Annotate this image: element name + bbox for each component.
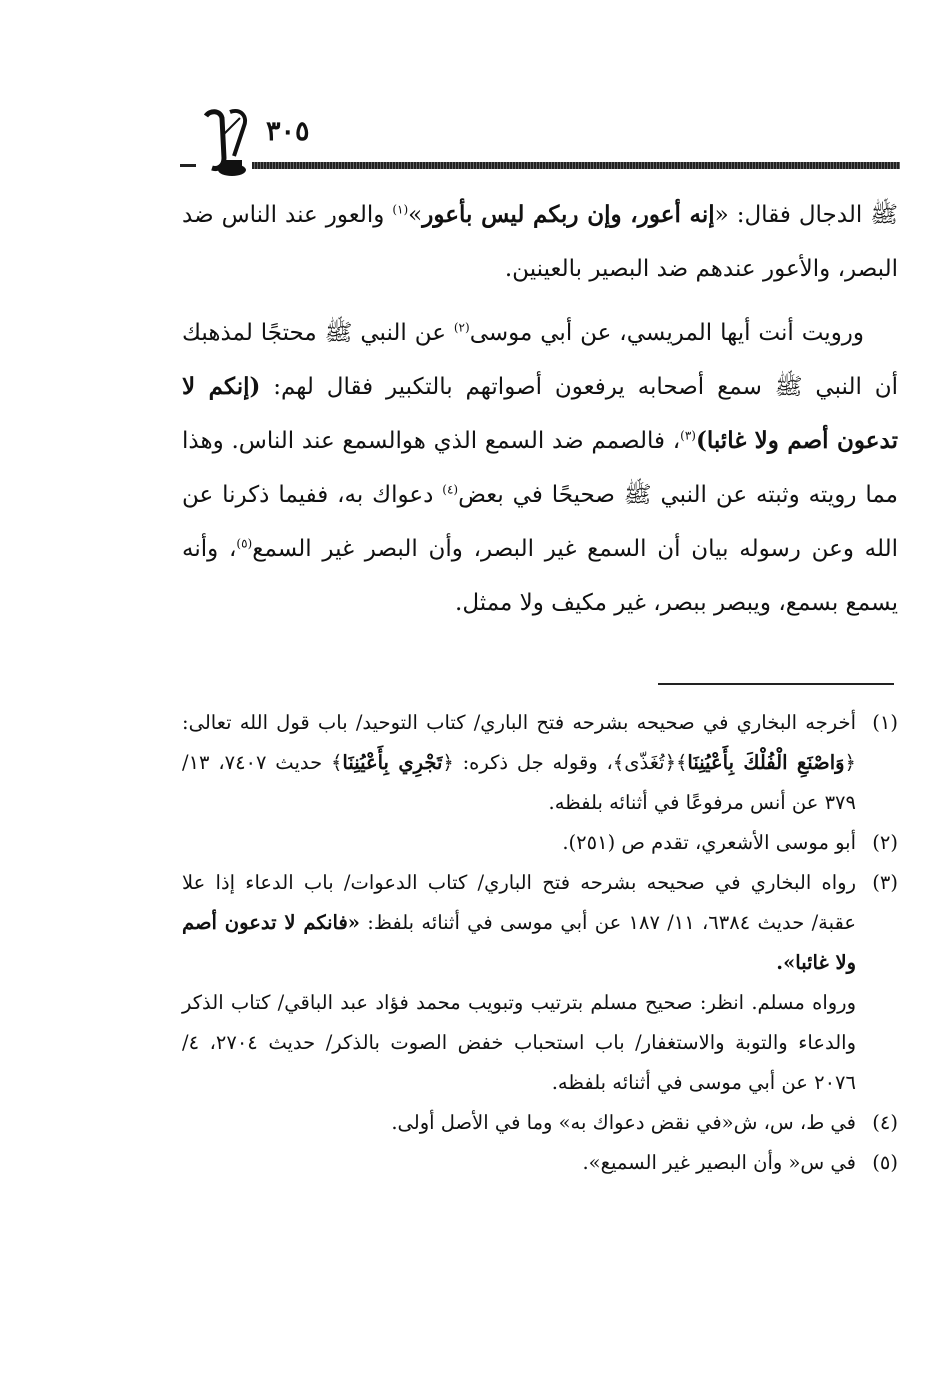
footnote-body bbox=[182, 703, 856, 823]
footnote-4 bbox=[182, 1103, 898, 1143]
fn1-text-d: ﴾ حديث ٧٤٠٧، ١٣/ ٣٧٩ عن أنس مرفوعًا في أثنائه بلفظه. bbox=[182, 751, 856, 814]
main-text bbox=[182, 188, 898, 630]
footnote-3 bbox=[182, 863, 898, 1103]
footnote-2 bbox=[182, 823, 898, 863]
footnote-number: (٣) bbox=[872, 871, 898, 894]
fn1-text-a: أخرجه البخاري في صحيحه بشرحه فتح الباري/ كتاب التوحيد/ باب قول الله تعالى: ﴿ bbox=[182, 711, 856, 774]
p2-hadith-quote: (إنكم لا تدعون أصم ولا غائبا) bbox=[182, 373, 898, 454]
footnote-body: في ط، س، ش«في نقض دعواك به» وما في الأصل أولى. bbox=[391, 1111, 856, 1134]
footnote-ref-5: (٥) bbox=[236, 536, 253, 551]
p1-text-b: » bbox=[408, 202, 423, 228]
footnote-ref-3: (٣) bbox=[680, 428, 696, 443]
fn1-quran-2: تُغَذّى bbox=[624, 751, 665, 774]
fn1-quran-1: وَاصْنَعِ الْفُلْكَ بِأَعْيُنِنَا bbox=[687, 751, 845, 774]
paragraph-1 bbox=[182, 188, 898, 296]
fn1-text-c: ﴾، وقوله جل ذكره: ﴿ bbox=[442, 751, 625, 774]
paragraph-2 bbox=[182, 306, 898, 630]
footnote-number: (٢) bbox=[872, 831, 898, 854]
footnote-ref-4: (٤) bbox=[442, 482, 459, 497]
p1-hadith-quote: إنه أعور، وإن ربكم ليس بأعور bbox=[422, 201, 715, 228]
footnotes bbox=[182, 703, 898, 1183]
p2-text-b: عن النبي ﷺ محتجًا لمذهبك أن النبي ﷺ سمع أصحابه يرفعون أصواتهم بالتكبير فقال لهم: bbox=[182, 320, 898, 400]
fn1-text-b: ﴾﴿ bbox=[664, 751, 688, 774]
fn3-text-a bbox=[182, 863, 856, 983]
footnote-body: في س« وأن البصير غير السميع». bbox=[582, 1151, 856, 1174]
p2-text-c: ، فالصمم ضد السمع الذي هوالسمع عند الناس. وهذا مما رويته وثبته عن النبي ﷺ صحيحًا في بعض bbox=[182, 428, 898, 508]
p2-text-a: ورويت أنت أيها المريسي، عن أبي موسى bbox=[469, 320, 865, 346]
footnote-1 bbox=[182, 703, 898, 823]
p1-text-a: ﷺ الدجال فقال: « bbox=[714, 202, 899, 228]
footnote-number: (٥) bbox=[872, 1151, 898, 1174]
page-number: ٣٠٥ bbox=[266, 116, 310, 147]
footnote-5 bbox=[182, 1143, 898, 1183]
footnote-body: أبو موسى الأشعري، تقدم ص (٢٥١). bbox=[562, 831, 856, 854]
page-header bbox=[180, 108, 900, 180]
footnote-ref-2: (٢) bbox=[453, 320, 470, 335]
footnote-body bbox=[182, 863, 856, 1103]
footnote-separator bbox=[658, 683, 894, 685]
quill-inkwell-icon bbox=[200, 108, 254, 180]
p2-text-d: دعواك به، ففيما ذكرنا عن الله وعن رسوله بيان أن السمع غير البصر، وأن البصر غير السمع bbox=[182, 482, 898, 562]
fn3-text-b: ورواه مسلم. انظر: صحيح مسلم بترتيب وتبويب محمد فؤاد عبد الباقي/ كتاب الذكر والدعاء والتوبة والاستغفار/ باب استحباب خفض الصوت بالذكر/ حديث ٢٧٠٤، ٤/ ٢٠٧٦ عن أبي موسى في أثنائه بلفظه. bbox=[182, 991, 856, 1094]
fn1-quran-3: تَجْرِي بِأَعْيُنِنَا bbox=[342, 751, 443, 774]
p1-text-c: والعور عند الناس ضد البصر، والأعور عندهم ضد البصير بالعينين. bbox=[182, 202, 898, 282]
footnote-ref-1: (١) bbox=[392, 202, 409, 217]
fn3-span-a: رواه البخاري في صحيحه بشرحه فتح الباري/ كتاب الدعوات/ باب الدعاء إذا علا عقبة/ حديث ٦٣٨٤، ١١/ ١٨٧ عن أبي موسى في أثنائه بلفظ: bbox=[182, 871, 856, 934]
footnote-number: (٤) bbox=[872, 1111, 898, 1134]
fn3-hadith-quote: «فانكم لا تدعون أصم ولا غائبا». bbox=[182, 911, 856, 974]
header-rule bbox=[252, 162, 900, 169]
header-rule-end bbox=[180, 164, 196, 167]
p2-text-e: ، وأنه يسمع بسمع، ويبصر ببصر، غير مكيف ولا ممثل. bbox=[182, 536, 898, 616]
footnote-number: (١) bbox=[872, 711, 898, 734]
